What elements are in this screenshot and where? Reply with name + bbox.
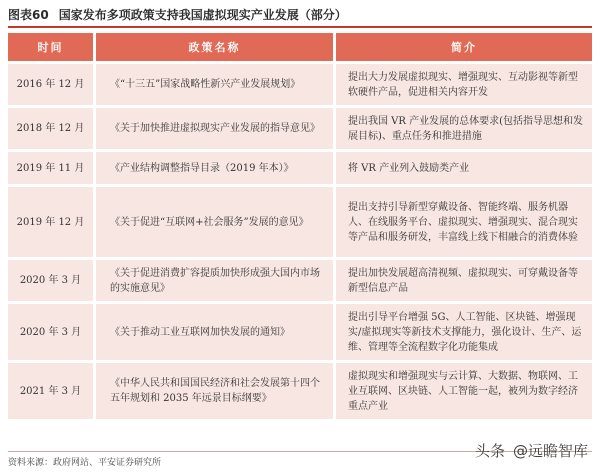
cell-desc: 提出我国 VR 产业发展的总体要求(包括指导思想和发展目标)、重点任务和推进措施 [336,108,592,149]
source-note: 资料来源：政府网站、平安证券研究所 [8,458,162,468]
table-row [8,260,592,301]
cell-policy: 《产业结构调整指导目录（2019 年本）》 [96,152,336,184]
cell-time: 2020 年 3 月 [8,260,96,301]
cell-desc: 将 VR 产业列入鼓励类产业 [336,152,592,184]
watermark-left: 头条 [474,442,505,460]
cell-policy: 《关于加快推进虚拟现实产业发展的指导意见》 [96,108,336,149]
cell-policy: 《“十三五”国家战略性新兴产业发展规划》 [96,64,336,105]
table-row [8,64,592,105]
header-time: 时间 [8,33,96,61]
cell-policy: 《关于促进“互联网+社会服务”发展的意见》 [96,187,336,257]
table-row [8,108,592,149]
cell-policy: 《中华人民共和国国民经济和社会发展第十四个五年规划和 2035 年远景目标纲要》 [96,363,336,419]
figure-title [8,4,592,24]
cell-desc: 提出支持引导新型穿戴设备、智能终端、服务机器人、在线服务平台、虚拟现实、增强现实、混合现实等产品和服务研发，丰富线上线下相融合的消费体验 [336,187,592,257]
table-header-row [8,33,592,61]
cell-time: 2020 年 3 月 [8,304,96,360]
cell-time: 2016 年 12 月 [8,64,96,105]
cell-desc: 提出引导平台增强 5G、人工智能、区块链、增强现实/虚拟现实等新技术支撑能力，强化设计、生产、运维、管理等全流程数字化功能集成 [336,304,592,360]
table-row [8,304,592,360]
watermark [475,440,588,461]
cell-policy: 《关于推动工业互联网加快发展的通知》 [96,304,336,360]
cell-policy: 《关于促进消费扩容提质加快形成强大国内市场的实施意见》 [96,260,336,301]
header-desc: 简介 [336,33,592,61]
header-policy: 政策名称 [96,33,336,61]
table-row [8,152,592,184]
cell-time: 2019 年 11 月 [8,152,96,184]
figure-title-text: 国家发布多项政策支持我国虚拟现实产业发展（部分） [58,7,347,22]
figure-number: 图表60 [8,7,49,22]
watermark-right: @远瞻智库 [512,442,588,460]
policy-table [8,30,592,422]
title-rule [8,26,592,28]
table-row [8,363,592,419]
cell-desc: 虚拟现实和增强现实与云计算、大数据、物联网、工业互联网、区块链、人工智能一起，被列为数字经济重点产业 [336,363,592,419]
cell-time: 2021 年 3 月 [8,363,96,419]
cell-desc: 提出加快发展超高清视频、虚拟现实、可穿戴设备等新型信息产品 [336,260,592,301]
cell-time: 2018 年 12 月 [8,108,96,149]
cell-time: 2019 年 12 月 [8,187,96,257]
table-row [8,187,592,257]
cell-desc: 提出大力发展虚拟现实、增强现实、互动影视等新型软硬件产品，促进相关内容开发 [336,64,592,105]
